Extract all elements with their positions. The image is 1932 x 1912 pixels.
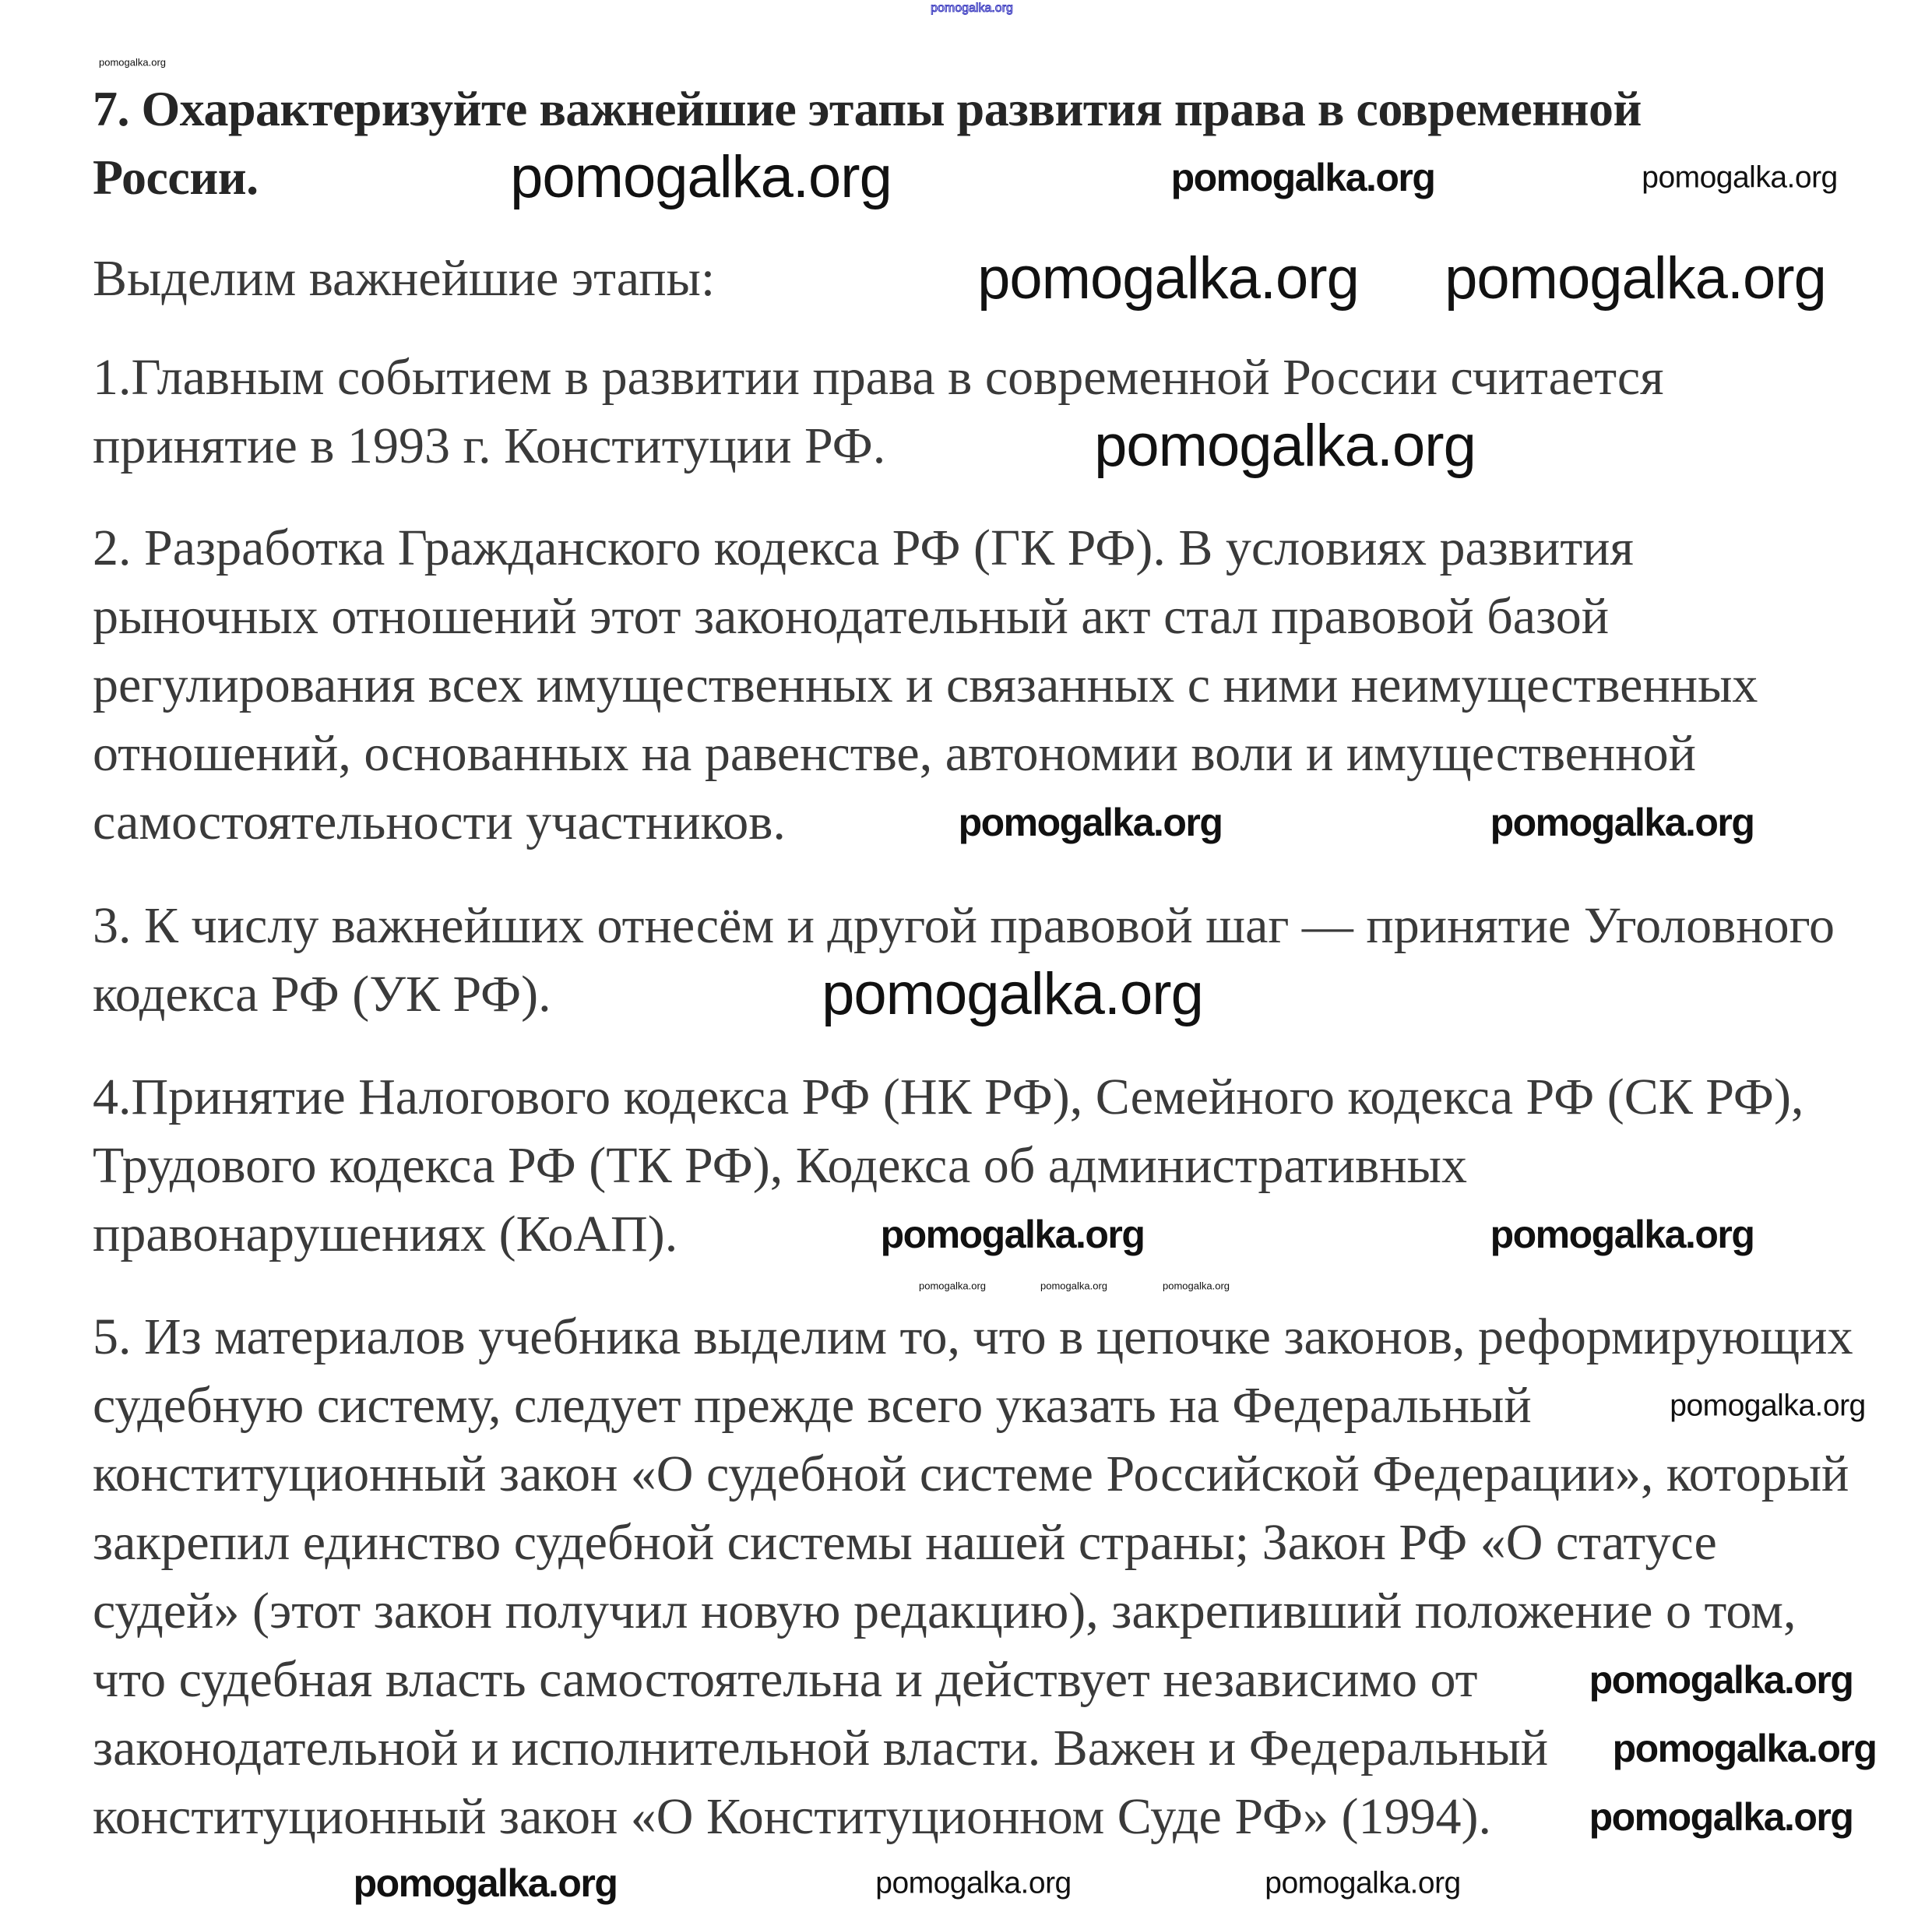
watermark: pomogalka.org: [1642, 160, 1838, 195]
title-line: России.: [93, 150, 259, 205]
text-line: 2. Разработка Гражданского кодекса РФ (ГК РФ). В условиях развития: [93, 519, 1634, 576]
watermark: pomogalka.org: [1589, 1658, 1853, 1702]
watermark: pomogalka.org: [1445, 245, 1826, 312]
text-line: самостоятельности участников.: [93, 794, 786, 850]
text-line: регулирования всех имущественных и связанных с ними неимущественных: [93, 657, 1758, 713]
watermark: pomogalka.org: [1612, 1727, 1877, 1770]
paragraph-5: [93, 1303, 1853, 1851]
text-line: рыночных отношений этот законодательный акт стал правовой базой: [93, 588, 1610, 645]
text-line: конституционный закон «О судебной системе Российской Федерации», который: [93, 1445, 1849, 1502]
text-line: Трудового кодекса РФ (ТК РФ), Кодекса об административных: [93, 1137, 1467, 1194]
watermark: pomogalka.org: [875, 1866, 1072, 1900]
watermark: pomogalka.org: [1589, 1795, 1853, 1839]
watermark: pomogalka.org: [1490, 801, 1754, 844]
watermark: pomogalka.org: [1163, 1280, 1230, 1292]
watermark: pomogalka.org: [931, 2, 1013, 15]
text-line: 3. К числу важнейших отнесём и другой правовой шаг — принятие Уголовного: [93, 897, 1835, 954]
watermark: pomogalka.org: [99, 56, 166, 69]
text-line: законодательной и исполнительной власти. Важен и Федеральный: [93, 1720, 1549, 1776]
text-line: принятие в 1993 г. Конституции РФ.: [93, 417, 886, 474]
watermark: pomogalka.org: [822, 961, 1203, 1027]
text-line: кодекса РФ (УК РФ).: [93, 966, 551, 1023]
text-line: 1.Главным событием в развитии права в современной России считается: [93, 349, 1664, 406]
watermark: pomogalka.org: [1265, 1866, 1461, 1900]
watermark: pomogalka.org: [510, 144, 892, 210]
watermark: pomogalka.org: [1670, 1389, 1866, 1423]
text-line: что судебная власть самостоятельна и действует независимо от: [93, 1651, 1478, 1708]
text-line: 5. Из материалов учебника выделим то, что в цепочке законов, реформирующих: [93, 1308, 1853, 1365]
text-line: 4.Принятие Налогового кодекса РФ (НК РФ), Семейного кодекса РФ (СК РФ),: [93, 1069, 1804, 1125]
title-line: 7. Охарактеризуйте важнейшие этапы развития права в современной: [93, 81, 1642, 136]
intro-text: Выделим важнейшие этапы:: [93, 250, 716, 307]
text-line: конституционный закон «О Конституционном Суде РФ» (1994).: [93, 1788, 1492, 1845]
text-line: судей» (этот закон получил новую редакцию), закрепивший положение о том,: [93, 1583, 1797, 1639]
text-line: отношений, основанных на равенстве, автономии воли и имущественной: [93, 725, 1696, 782]
text-line: судебную систему, следует прежде всего указать на Федеральный: [93, 1377, 1532, 1434]
watermark: pomogalka.org: [1040, 1280, 1107, 1292]
watermark: pomogalka.org: [880, 1213, 1145, 1256]
text-line: правонарушениях (КоАП).: [93, 1206, 678, 1262]
watermark: pomogalka.org: [1094, 413, 1476, 479]
watermark: pomogalka.org: [353, 1861, 618, 1905]
watermark: pomogalka.org: [919, 1280, 986, 1292]
watermark: pomogalka.org: [1170, 156, 1435, 199]
text-line: закрепил единство судебной системы нашей страны; Закон РФ «О статусе: [93, 1514, 1717, 1571]
watermark: pomogalka.org: [977, 245, 1359, 312]
watermark: pomogalka.org: [958, 801, 1223, 844]
watermark: pomogalka.org: [1490, 1213, 1754, 1256]
